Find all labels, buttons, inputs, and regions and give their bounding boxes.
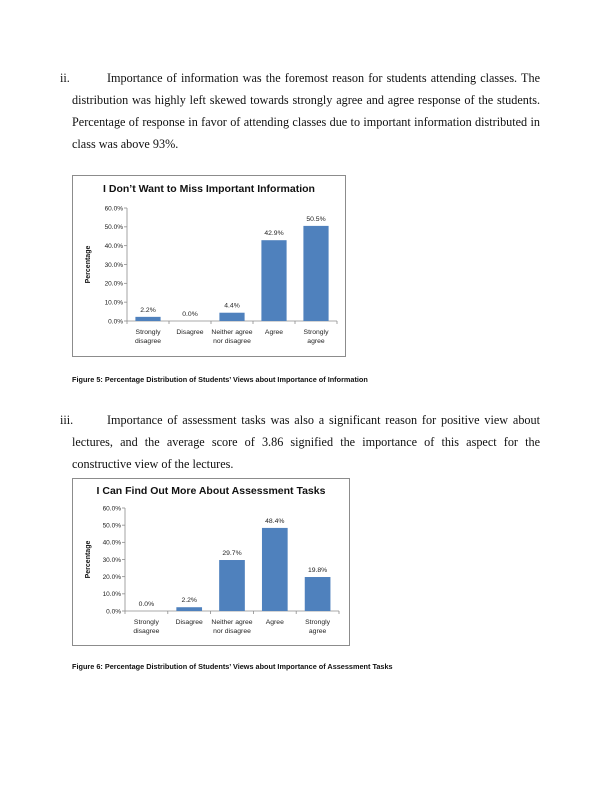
y-tick-label: 20.0%	[102, 573, 121, 581]
x-category-label: nor disagree	[213, 338, 251, 345]
y-tick-label: 0.0%	[106, 608, 121, 616]
y-tick-label: 0.0%	[108, 318, 123, 326]
data-label: 48.4%	[265, 517, 285, 525]
y-axis-title: Percentage	[85, 540, 92, 579]
data-label: 2.2%	[181, 597, 197, 605]
y-axis-title: Percentage	[85, 245, 92, 284]
y-tick-label: 20.0%	[104, 280, 123, 288]
x-category-label: agree	[307, 338, 325, 345]
chart-svg-important-information	[73, 176, 345, 356]
y-tick-label: 60.0%	[104, 205, 123, 213]
y-tick-label: 40.0%	[104, 242, 123, 250]
bar	[261, 240, 286, 321]
x-category-label: Agree	[265, 619, 284, 626]
y-tick-label: 60.0%	[102, 505, 121, 513]
list-number-ii: ii.	[60, 71, 70, 85]
bar	[262, 528, 288, 611]
bar	[135, 317, 160, 321]
chart-title: I Can Find Out More About Assessment Tasks	[96, 485, 326, 497]
y-tick-label: 10.0%	[102, 591, 121, 599]
x-category-label: Strongly	[305, 619, 331, 626]
y-tick-label: 30.0%	[104, 261, 123, 269]
x-category-label: Strongly	[133, 619, 159, 626]
y-tick-label: 50.0%	[104, 224, 123, 232]
data-label: 0.0%	[182, 311, 198, 318]
x-category-label: disagree	[134, 338, 162, 345]
chart-important-information	[72, 175, 346, 357]
x-category-label: agree	[308, 628, 327, 635]
x-category-label: Neither agree	[211, 619, 253, 626]
chart-svg-assessment-tasks	[73, 479, 349, 645]
x-category-label: nor disagree	[213, 628, 251, 635]
y-tick-label: 50.0%	[102, 522, 121, 530]
figure-6-caption: Figure 6: Percentage Distribution of Students’ Views about Importance of Assessment Tasks	[72, 662, 393, 671]
chart-title: I Don’t Want to Miss Important Information	[103, 183, 315, 195]
y-tick-label: 40.0%	[102, 539, 121, 547]
paragraph-assessment: Importance of assessment tasks was also a significant reason for positive view about lectures, and the average score of 3.86 signified the importance of this aspect for the constructive view of the lectures.	[72, 413, 540, 471]
bar	[176, 607, 202, 611]
y-tick-label: 10.0%	[104, 299, 123, 307]
bar	[303, 226, 328, 321]
data-label: 50.5%	[306, 215, 326, 223]
x-category-label: Disagree	[176, 329, 204, 336]
list-number-iii: iii.	[60, 413, 74, 427]
x-category-label: disagree	[133, 628, 160, 635]
paragraph-information: Importance of information was the foremost reason for students attending classes. The distribution was highly left skewed towards strongly agree and agree response of the students. Percentage of response in favor of attending classes due to important information distributed in class was above 93%.	[72, 71, 540, 151]
data-label: 29.7%	[222, 550, 242, 558]
data-label: 2.2%	[140, 306, 156, 314]
bar	[219, 313, 244, 321]
figure-5-caption: Figure 5: Percentage Distribution of Students’ Views about Importance of Information	[72, 375, 368, 384]
y-tick-label: 30.0%	[102, 556, 121, 564]
data-label: 19.8%	[307, 567, 328, 575]
data-label: 4.4%	[224, 302, 240, 310]
bar	[305, 577, 331, 611]
x-category-label: Strongly	[135, 329, 161, 336]
x-category-label: Disagree	[175, 619, 203, 626]
data-label: 42.9%	[264, 230, 284, 238]
x-category-label: Neither agree	[211, 329, 253, 336]
bar	[219, 560, 245, 611]
x-category-label: Strongly	[303, 329, 329, 336]
chart-assessment-tasks	[72, 478, 350, 646]
data-label: 0.0%	[138, 601, 155, 608]
x-category-label: Agree	[264, 329, 284, 336]
